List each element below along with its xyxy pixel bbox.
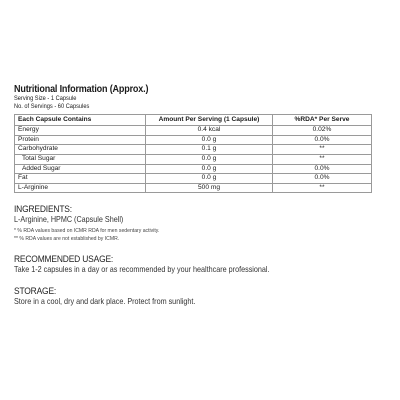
column-header-amount: Amount Per Serving (1 Capsule) [146,115,273,126]
nutrient-name: Fat [15,174,146,184]
nutrition-label [14,84,386,307]
nutrient-rda: ** [273,183,372,193]
nutrient-rda: ** [273,145,372,155]
table-row [15,154,372,164]
table-row [15,183,372,193]
nutrient-rda: 0.02% [273,126,372,136]
nutrient-rda: 0.0% [273,174,372,184]
rda-notes [14,228,386,243]
nutrient-amount: 0.0 g [146,174,273,184]
nutrient-amount: 0.0 g [146,135,273,145]
nutrition-table [14,114,372,193]
table-row [15,164,372,174]
usage-text: Take 1-2 capsules in a day or as recommended by your healthcare professional. [14,265,270,275]
nutrient-name: Energy [15,126,146,136]
nutrient-name: Carbohydrate [15,145,146,155]
nutrient-name: L-Arginine [15,183,146,193]
nutrient-rda: 0.0% [273,164,372,174]
storage-text: Store in a cool, dry and dark place. Protect from sunlight. [14,297,196,307]
usage-heading: RECOMMENDED USAGE: [14,254,114,266]
page-title: Nutritional Information (Approx.) [14,83,149,95]
nutrient-amount: 0.0 g [146,164,273,174]
ingredients-heading: INGREDIENTS: [14,204,72,216]
nutrient-rda: ** [273,154,372,164]
column-header-contents: Each Capsule Contains [15,115,146,126]
nutrient-rda: 0.0% [273,135,372,145]
nutrient-amount: 0.1 g [146,145,273,155]
nutrient-amount: 500 mg [146,183,273,193]
storage-heading: STORAGE: [14,286,57,298]
rda-note-2: ** % RDA values are not established by ICMR. [14,235,120,242]
table-row [15,135,372,145]
rda-note-1: * % RDA values based on ICMR RDA for men sedentary activity. [14,228,160,235]
nutrient-amount: 0.4 kcal [146,126,273,136]
column-header-rda: %RDA* Per Serve [273,115,372,126]
nutrient-name: Added Sugar [15,164,146,174]
table-row [15,174,372,184]
table-row [15,145,372,155]
table-row [15,126,372,136]
servings-count: No. of Servings - 60 Capsules [14,102,90,110]
nutrient-name: Protein [15,135,146,145]
nutrient-amount: 0.0 g [146,154,273,164]
nutrient-name: Total Sugar [15,154,146,164]
ingredients-text: L-Arginine, HPMC (Capsule Shell) [14,215,124,225]
table-header-row [15,115,372,126]
serving-size: Serving Size - 1 Capsule [14,95,77,102]
